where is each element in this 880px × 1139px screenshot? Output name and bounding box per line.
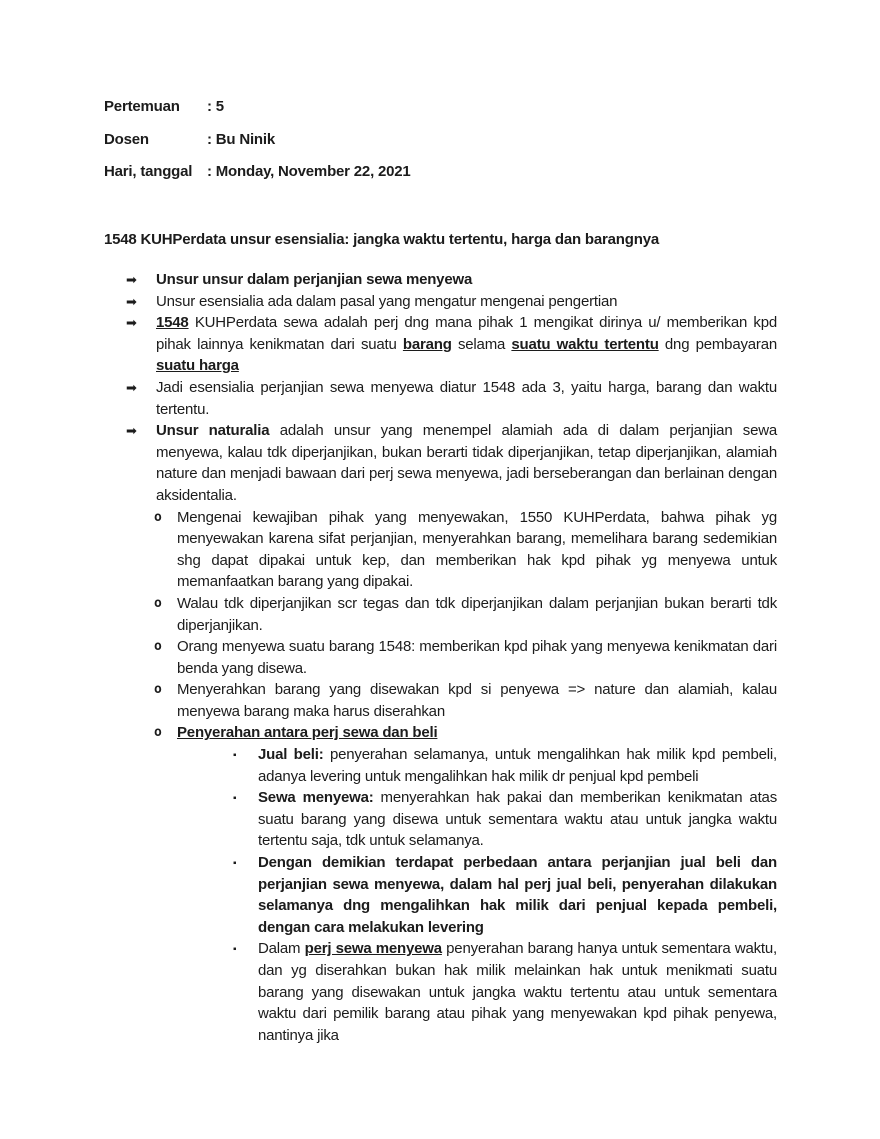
list-item <box>104 787 777 852</box>
list-item <box>104 852 777 938</box>
arrow-bullet-icon: ➡ <box>126 423 137 439</box>
header-field-label: Dosen <box>104 130 149 148</box>
list-item <box>104 269 777 291</box>
list-item-text <box>258 789 777 849</box>
document-title: 1548 KUHPerdata unsur esensialia: jangka waktu tertentu, harga dan barangnya <box>104 231 659 248</box>
square-bullet-icon: ▪ <box>233 750 237 762</box>
list-item-text <box>156 379 777 418</box>
document-header <box>104 96 777 183</box>
text-run: Orang menyewa suatu barang 1548: memberikan kpd pihak yang menyewa kenikmatan dari benda yang disewa. <box>177 638 777 677</box>
text-run: Penyerahan antara perj sewa dan beli <box>177 724 438 742</box>
list-item <box>104 593 777 636</box>
list-item-text <box>156 271 472 288</box>
list-item <box>104 420 777 506</box>
header-field-label: Pertemuan <box>104 98 180 115</box>
arrow-bullet-icon: ➡ <box>126 272 137 287</box>
text-run: selama <box>451 335 512 353</box>
header-field-value: : Bu Ninik <box>207 130 275 148</box>
text-run: penyerahan barang hanya untuk sementara waktu, dan yg diserahkan bukan hak milik melainkan hak untuk menikmati suatu barang yang disewakan untuk jangka waktu tertentu atau untuk sementara waktu dari pemilik barang atau pihak yang menyewakan kpd pihak penyewa, nantinya jika <box>258 940 777 1044</box>
circle-bullet-icon: o <box>154 509 162 525</box>
text-run: Walau tdk diperjanjikan scr tegas dan tdk diperjanjikan dalam perjanjian bukan berarti tdk diperjanjikan. <box>177 594 777 634</box>
list-item <box>104 938 777 1046</box>
header-field-value: : Monday, November 22, 2021 <box>207 163 411 180</box>
list-item <box>104 722 777 744</box>
list-item-text <box>156 422 777 504</box>
list-item <box>104 636 777 679</box>
list-item <box>104 679 777 722</box>
text-run: Jadi esensialia perjanjian sewa menyewa diatur 1548 ada 3, yaitu harga, barang dan waktu tertentu. <box>156 378 777 418</box>
list-item-text <box>177 509 777 591</box>
square-bullet-icon: ▪ <box>233 944 237 956</box>
header-field-row <box>104 96 777 118</box>
circle-bullet-icon: o <box>154 682 162 698</box>
text-run: Sewa menyewa: <box>258 789 374 807</box>
list-item-text <box>177 595 777 634</box>
list-item-text <box>177 681 777 720</box>
header-field-value: : 5 <box>207 98 224 115</box>
list-item <box>104 377 777 420</box>
text-run: Menyerahkan barang yang disewakan kpd si penyewa => nature dan alamiah, kalau menyewa barang maka harus diserahkan <box>177 681 777 720</box>
list-item-text <box>258 940 777 1043</box>
text-run: suatu waktu tertentu <box>511 335 659 353</box>
arrow-bullet-icon: ➡ <box>126 379 137 395</box>
header-field-row <box>104 161 777 183</box>
circle-bullet-icon: o <box>154 595 162 611</box>
text-run: Unsur naturalia <box>156 422 270 440</box>
text-run: dng pembayaran <box>658 335 777 353</box>
square-bullet-icon: ▪ <box>233 793 237 805</box>
text-run: 1548 <box>156 314 189 332</box>
text-run: barang <box>402 335 452 353</box>
list-item-text <box>177 724 437 741</box>
list-item-text <box>258 746 777 785</box>
list-item <box>104 744 777 787</box>
bullet-list <box>104 269 777 1046</box>
square-bullet-icon: ▪ <box>233 858 237 870</box>
arrow-bullet-icon: ➡ <box>126 315 137 331</box>
list-item-text <box>177 638 777 677</box>
header-field-row <box>104 129 777 151</box>
text-run: Unsur esensialia ada dalam pasal yang mengatur mengenai pengertian <box>156 292 618 310</box>
text-run: Dalam <box>258 940 305 958</box>
text-run: Mengenai kewajiban pihak yang menyewakan, 1550 KUHPerdata, bahwa pihak yg menyewakan karena sifat perjanjian, menyerahkan barang, memelihara barang sedemikian shg dapat dipakai untuk kep, dan memberikan hak kpd pihak yg menyewa untuk memanfaatkan barang yang dipakai. <box>177 508 777 591</box>
list-item <box>104 291 777 313</box>
list-item-text <box>156 293 617 310</box>
list-item-text <box>258 854 777 936</box>
list-item <box>104 507 777 593</box>
text-run: Jual beli: <box>258 746 324 764</box>
text-run: penyerahan selamanya, untuk mengalihkan hak milik kpd pembeli, adanya levering untuk mengalihkan hak milik dr penjual kpd pembeli <box>258 746 777 785</box>
text-run: suatu harga <box>156 357 239 375</box>
text-run: adalah unsur yang menempel alamiah ada di dalam perjanjian sewa menyewa, kalau tdk diperjanjikan, bukan berarti tidak diperjanjikan, tetap diperjanjikan, alamiah nature dan menjadi bawaan dari perj sewa menyewa, jadi berseberangan dan berlainan dengan aksidentalia. <box>156 422 777 504</box>
text-run: perj sewa menyewa <box>304 940 442 958</box>
list-item-text <box>156 314 777 374</box>
header-field-label: Hari, tanggal <box>104 163 193 180</box>
circle-bullet-icon: o <box>154 639 162 655</box>
list-item <box>104 312 777 377</box>
circle-bullet-icon: o <box>154 725 162 741</box>
text-run: Dengan demikian terdapat perbedaan antara perjanjian jual beli dan perjanjian sewa menyewa, dalam hal perj jual beli, penyerahan dilakukan selamanya dng mengalihkan hak milik dari penjual kepada pembeli, dengan cara melakukan levering <box>258 854 777 936</box>
text-run: KUHPerdata sewa adalah perj dng mana pihak 1 mengikat dirinya u/ memberikan kpd pihak lainnya kenikmatan dari suatu <box>156 314 777 353</box>
arrow-bullet-icon: ➡ <box>126 293 137 309</box>
text-run: Unsur unsur dalam perjanjian sewa menyewa <box>156 271 473 288</box>
text-run: menyerahkan hak pakai dan memberikan kenikmatan atas suatu barang yang disewa untuk sementara waktu atau untuk jangka waktu tertentu saja, tdk untuk selamanya. <box>258 789 777 850</box>
